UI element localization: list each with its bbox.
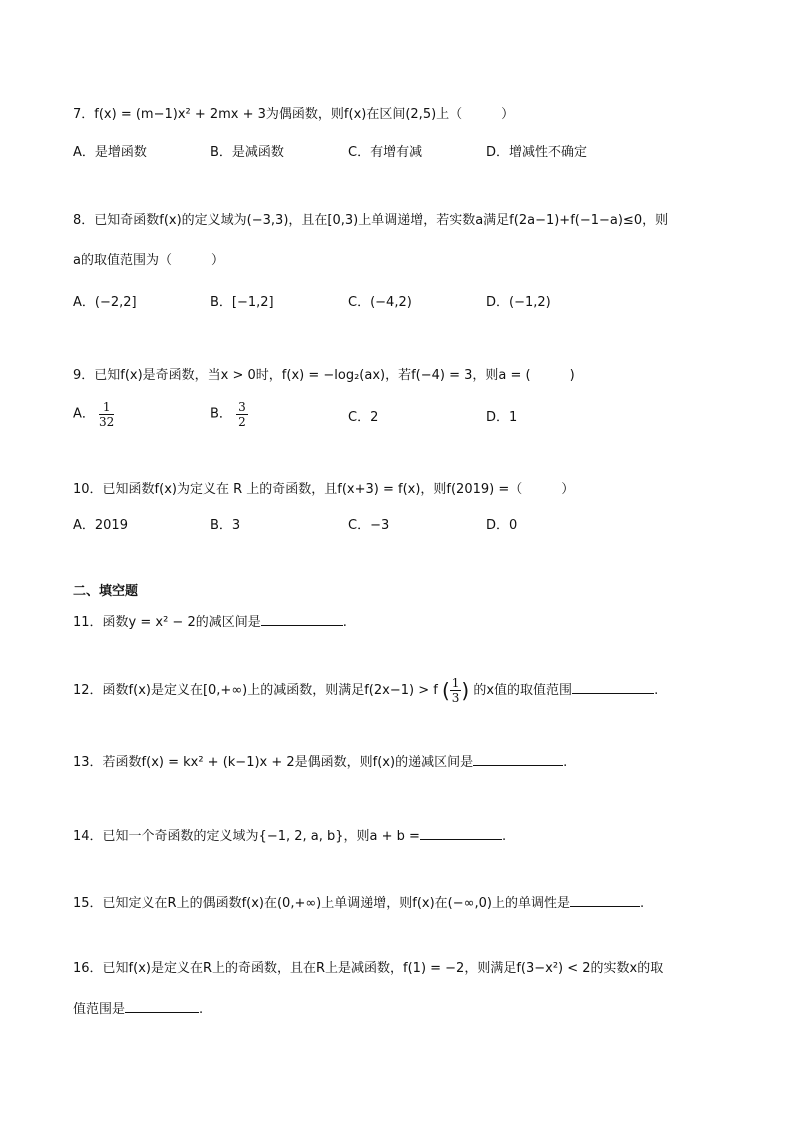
q15-answer-blank[interactable] xyxy=(570,892,640,907)
q12-fraction-numerator: 1 xyxy=(451,676,460,690)
q11-answer-blank[interactable] xyxy=(261,611,343,626)
q11-stem: 11．函数y = x² − 2的减区间是 xyxy=(73,615,261,630)
q9-option-a-label: A． xyxy=(73,406,95,422)
q12-fraction-denominator: 3 xyxy=(451,691,460,705)
q11-end: . xyxy=(342,615,347,630)
q9-option-b-label: B． xyxy=(210,406,232,422)
q7-option-c: C．有增有减 xyxy=(348,145,423,160)
q9-option-a-denominator: 32 xyxy=(99,415,115,429)
q9-stem: 9．已知f(x)是奇函数，当x > 0时，f(x) = −log₂(ax)，若f(−4) = 3，则a = ( ) xyxy=(73,368,575,383)
q10-option-d: D．0 xyxy=(486,518,518,533)
q14-stem: 14．已知一个奇函数的定义域为{−1, 2, a, b}，则a + b = xyxy=(73,829,420,844)
q13-end: . xyxy=(563,755,568,770)
q9-option-b-numerator: 3 xyxy=(238,400,246,414)
q8-option-a: A．(−2,2] xyxy=(73,295,137,310)
q9-option-a-numerator: 1 xyxy=(99,400,114,415)
q12-stem-a: 12．函数f(x)是定义在[0,+∞)上的减函数，则满足f(2x−1) > f xyxy=(73,683,438,698)
q8-stem-line1: 8．已知奇函数f(x)的定义域为(−3,3)，且在[0,3)上单调递增，若实数a满足f(2a−1)+f(−1−a)≤0，则 xyxy=(73,213,669,228)
q12-paren-right: ) xyxy=(461,678,470,703)
q7-option-a: A．是增函数 xyxy=(73,145,147,160)
q8-option-d: D．(−1,2) xyxy=(486,295,551,310)
q14-answer-blank[interactable] xyxy=(420,825,502,840)
q8-option-b: B．[−1,2] xyxy=(210,295,274,310)
q9-option-b xyxy=(210,400,248,436)
q12-answer-blank[interactable] xyxy=(572,679,654,694)
q7-option-d: D．增减性不确定 xyxy=(486,145,588,160)
q9-option-a-fraction xyxy=(99,400,114,429)
q12-end: . xyxy=(654,683,659,698)
q15-end: . xyxy=(639,896,645,911)
q10-option-b: B．3 xyxy=(210,518,241,533)
q11 xyxy=(73,611,347,632)
q14-end: . xyxy=(501,829,507,844)
q15-stem: 15．已知定义在R上的偶函数f(x)在(0,+∞)上单调递增，则f(x)在(−∞,0)上的单调性是 xyxy=(73,896,570,911)
q9-option-d: D．1 xyxy=(486,410,518,425)
q16-stem-line2: 值范围是 xyxy=(73,1002,126,1017)
q7-stem: 7．f(x) = (m−1)x² + 2mx + 3为偶函数，则f(x)在区间(2,5)上（ ） xyxy=(73,107,515,122)
q16-answer-blank[interactable] xyxy=(125,998,199,1013)
q8-stem-line2: a的取值范围为（ ） xyxy=(73,253,224,268)
q9-option-c: C．2 xyxy=(348,410,379,425)
q13-answer-blank[interactable] xyxy=(473,751,563,766)
q15 xyxy=(73,892,644,913)
q16-line2 xyxy=(73,998,203,1019)
q14 xyxy=(73,825,506,846)
q10-option-c: C．−3 xyxy=(348,518,390,533)
q8-option-c: C．(−4,2) xyxy=(348,295,412,310)
q10-stem: 10．已知函数f(x)为定义在 R 上的奇函数，且f(x+3) = f(x)，则f(2019) =（ ） xyxy=(73,482,575,497)
q10-option-a: A．2019 xyxy=(73,518,128,533)
q12-fraction xyxy=(450,676,462,705)
q13 xyxy=(73,751,567,772)
q9-option-b-fraction xyxy=(236,400,248,429)
q12-paren-left: ( xyxy=(441,678,450,703)
q13-stem: 13．若函数f(x) = kx² + (k−1)x + 2是偶函数，则f(x)的递减区间是 xyxy=(73,755,474,770)
q9-option-a xyxy=(73,400,114,436)
q12-stem-b: 的x值的取值范围 xyxy=(473,683,573,698)
q12 xyxy=(73,676,658,705)
q16-end: . xyxy=(199,1002,204,1017)
q9-option-b-denominator: 2 xyxy=(238,415,246,429)
q16-stem-line1: 16．已知f(x)是定义在R上的奇函数，且在R上是减函数，f(1) = −2，则满足f(3−x²) < 2的实数x的取 xyxy=(73,961,664,976)
section-heading-fill-in: 二、填空题 xyxy=(73,584,139,599)
q7-option-b: B．是减函数 xyxy=(210,145,284,160)
